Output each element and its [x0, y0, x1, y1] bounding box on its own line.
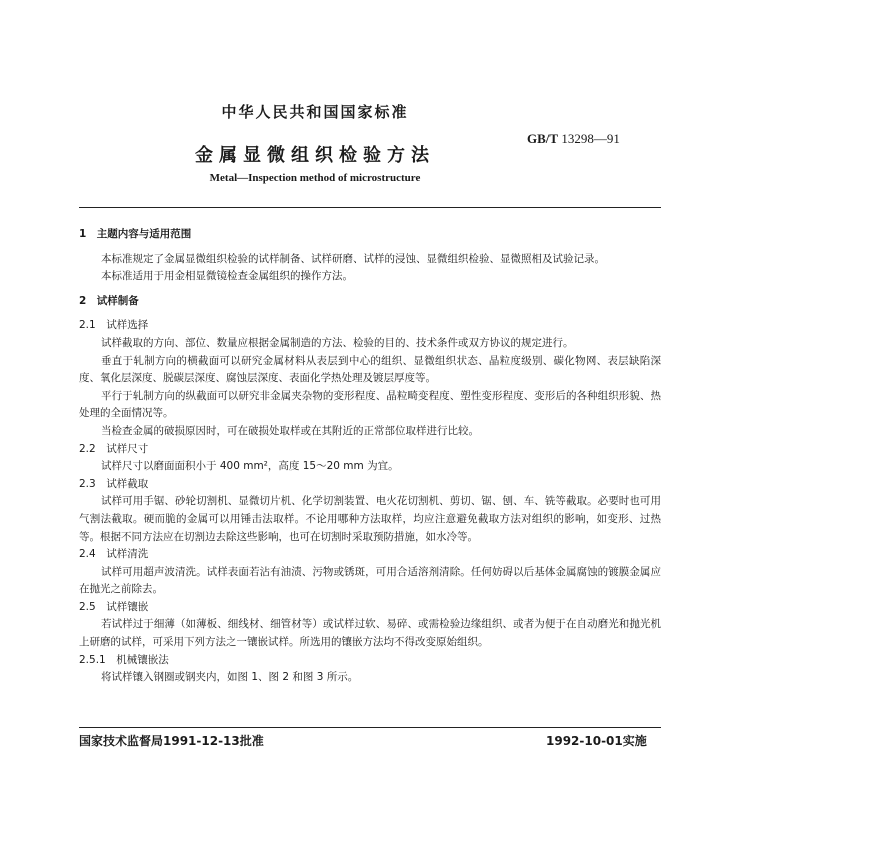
standard-code-number: 13298—91	[561, 131, 620, 146]
section-2-1-paragraph-3: 平行于轧制方向的纵截面可以研究非金属夹杂物的变形程度、晶粒畸变程度、塑性变形程度、变形后的各种组织形貌、热处理的全面情况等。	[79, 389, 661, 420]
section-2-title: 2 试样制备	[79, 294, 139, 307]
section-2-5-1-paragraph-1: 将试样镶入钢圈或钢夹内，如图 1、图 2 和图 3 所示。	[101, 671, 359, 684]
section-2-3-title: 2.3 试样截取	[79, 477, 149, 490]
section-1-paragraph-2: 本标准适用于用金相显微镜检查金属组织的操作方法。	[101, 270, 353, 283]
section-2-5-title: 2.5 试样镶嵌	[79, 600, 149, 613]
section-2-1-paragraph-4: 当检查金属的破损原因时，可在破损处取样或在其附近的正常部位取样进行比较。	[101, 424, 479, 437]
section-2-4-title: 2.4 试样清洗	[79, 548, 149, 561]
spacer	[79, 310, 661, 317]
section-2-1-paragraph-2: 垂直于轧制方向的横截面可以研究金属材料从表层到中心的组织、显微组织状态、晶粒度级别、碳化物网、表层缺陷深度、氧化层深度、脱碳层深度、腐蚀层深度、表面化学热处理及镀层厚度等。	[79, 354, 661, 385]
section-2-2-title: 2.2 试样尺寸	[79, 442, 149, 455]
section-2-1-paragraph-1: 试样截取的方向、部位、数量应根据金属制造的方法、检验的目的、技术条件或双方协议的规定进行。	[101, 336, 574, 349]
section-2-3-paragraph-1: 试样可用手锯、砂轮切割机、显微切片机、化学切割装置、电火花切割机、剪切、锯、刨、车、铣等截取。必要时也可用气割法截取。硬而脆的金属可以用锤击法取样。不论用哪种方法取样，均应注意避免截取方法对组织的影响，如变形、过热等。根据不同方法应在切割边去除这些影响，也可在切割时采取预防措施，如水冷等。	[79, 495, 661, 543]
implementation-date: 1992-10-01实施	[546, 734, 647, 748]
top-divider	[79, 207, 661, 208]
standard-code-prefix: GB/T	[527, 131, 559, 146]
section-2-1-title: 2.1 试样选择	[79, 319, 149, 332]
section-1-paragraph-1: 本标准规定了金属显微组织检验的试样制备、试样研磨、试样的浸蚀、显微组织检验、显微照相及试验记录。	[101, 252, 605, 265]
standard-body-heading: 中华人民共和国国家标准	[221, 103, 409, 121]
section-1-title: 1 主题内容与适用范围	[79, 228, 192, 240]
section-2-4-paragraph-1: 试样可用超声波清洗。试样表面若沾有油渍、污物或锈斑，可用合适溶剂清除。任何妨碍以后基体金属腐蚀的镀膜金属应在抛光之前除去。	[79, 565, 661, 596]
spacer	[79, 244, 661, 251]
document-title-zh: 金属显微组织检验方法	[195, 145, 435, 166]
section-2-5-1-title: 2.5.1 机械镶嵌法	[79, 653, 169, 666]
section-2-5-paragraph-1: 若试样过于细薄（如薄板、细线材、细管材等）或试样过软、易碎、或需检验边缘组织、或者为便于在自动磨光和抛光机上研磨的试样，可采用下列方法之一镶嵌试样。所选用的镶嵌方法均不得改变原始组织。	[79, 618, 661, 649]
section-2-2-paragraph-1: 试样尺寸以磨面面积小于 400 mm²，高度 15～20 mm 为宜。	[101, 460, 399, 473]
spacer	[79, 286, 661, 293]
approval-line: 国家技术监督局1991-12-13批准	[79, 734, 264, 748]
bottom-divider	[79, 727, 661, 728]
document-title-en: Metal—Inspection method of microstructure	[209, 172, 421, 184]
document-body	[79, 226, 661, 687]
